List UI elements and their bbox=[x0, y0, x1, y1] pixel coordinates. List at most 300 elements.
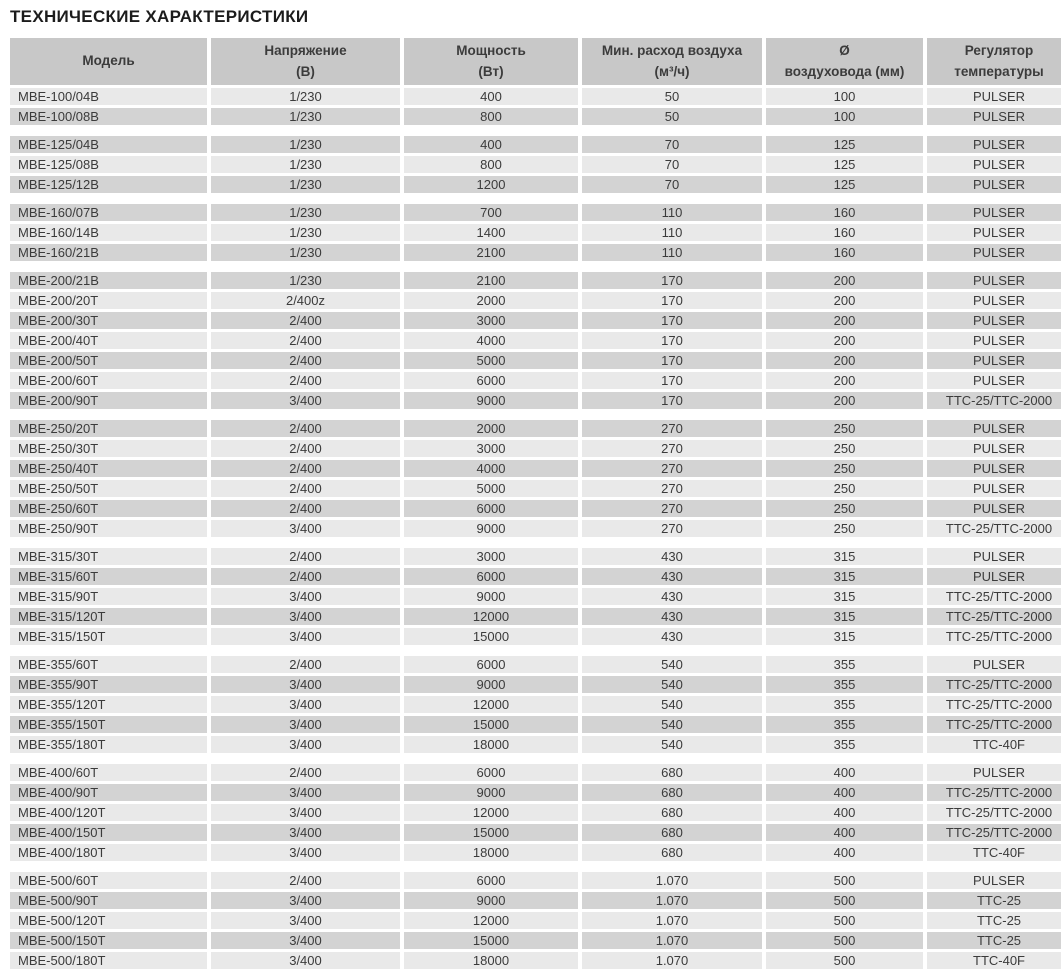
value-cell: 1.070 bbox=[582, 952, 762, 969]
value-cell: 2000 bbox=[404, 292, 578, 309]
value-cell: PULSER bbox=[927, 500, 1061, 517]
value-cell: TTC-40F bbox=[927, 736, 1061, 753]
value-cell: 355 bbox=[766, 696, 923, 713]
column-header-line1: Ø bbox=[839, 42, 850, 58]
model-cell: MBE-200/90T bbox=[10, 392, 207, 409]
column-header-line1: Регулятор bbox=[964, 42, 1034, 58]
value-cell: 680 bbox=[582, 804, 762, 821]
column-header-line1: Мощность bbox=[456, 42, 526, 58]
group-gap-cell bbox=[10, 540, 1061, 545]
value-cell: 540 bbox=[582, 716, 762, 733]
value-cell: 800 bbox=[404, 108, 578, 125]
model-cell: MBE-315/90T bbox=[10, 588, 207, 605]
value-cell: 1/230 bbox=[211, 108, 400, 125]
table-row bbox=[10, 88, 1061, 105]
table-row bbox=[10, 912, 1061, 929]
value-cell: PULSER bbox=[927, 108, 1061, 125]
value-cell: 160 bbox=[766, 244, 923, 261]
value-cell: PULSER bbox=[927, 440, 1061, 457]
value-cell: 3/400 bbox=[211, 628, 400, 645]
value-cell: 15000 bbox=[404, 628, 578, 645]
value-cell: 200 bbox=[766, 272, 923, 289]
value-cell: 250 bbox=[766, 500, 923, 517]
table-row bbox=[10, 628, 1061, 645]
value-cell: 200 bbox=[766, 392, 923, 409]
table-header bbox=[10, 38, 1061, 85]
table-row bbox=[10, 520, 1061, 537]
table-row bbox=[10, 764, 1061, 781]
model-cell: MBE-160/21B bbox=[10, 244, 207, 261]
value-cell: PULSER bbox=[927, 312, 1061, 329]
value-cell: 3/400 bbox=[211, 696, 400, 713]
model-cell: MBE-200/21B bbox=[10, 272, 207, 289]
value-cell: 270 bbox=[582, 500, 762, 517]
value-cell: 430 bbox=[582, 608, 762, 625]
model-cell: MBE-355/60T bbox=[10, 656, 207, 673]
table-row bbox=[10, 784, 1061, 801]
column-header-line2: воздуховода (мм) bbox=[784, 63, 905, 79]
model-cell: MBE-200/30T bbox=[10, 312, 207, 329]
value-cell: 170 bbox=[582, 372, 762, 389]
value-cell: PULSER bbox=[927, 548, 1061, 565]
column-header-line1: Модель bbox=[82, 53, 135, 69]
model-cell: MBE-500/60T bbox=[10, 872, 207, 889]
model-cell: MBE-250/20T bbox=[10, 420, 207, 437]
value-cell: 2/400z bbox=[211, 292, 400, 309]
value-cell: 680 bbox=[582, 824, 762, 841]
value-cell: 2100 bbox=[404, 244, 578, 261]
value-cell: 18000 bbox=[404, 736, 578, 753]
model-cell: MBE-200/40T bbox=[10, 332, 207, 349]
value-cell: 2/400 bbox=[211, 420, 400, 437]
model-cell: MBE-125/08B bbox=[10, 156, 207, 173]
value-cell: PULSER bbox=[927, 204, 1061, 221]
value-cell: 4000 bbox=[404, 332, 578, 349]
value-cell: 110 bbox=[582, 224, 762, 241]
value-cell: 100 bbox=[766, 88, 923, 105]
value-cell: 70 bbox=[582, 136, 762, 153]
table-row bbox=[10, 460, 1061, 477]
value-cell: PULSER bbox=[927, 480, 1061, 497]
table-row bbox=[10, 224, 1061, 241]
value-cell: 250 bbox=[766, 460, 923, 477]
column-header-line2: (В) bbox=[296, 63, 315, 79]
model-cell: MBE-100/04B bbox=[10, 88, 207, 105]
value-cell: TTC-25/TTC-2000 bbox=[927, 588, 1061, 605]
table-row bbox=[10, 844, 1061, 861]
value-cell: 9000 bbox=[404, 784, 578, 801]
value-cell: PULSER bbox=[927, 872, 1061, 889]
table-row bbox=[10, 608, 1061, 625]
value-cell: 315 bbox=[766, 628, 923, 645]
value-cell: 250 bbox=[766, 480, 923, 497]
table-row bbox=[10, 716, 1061, 733]
value-cell: 430 bbox=[582, 568, 762, 585]
table-row bbox=[10, 824, 1061, 841]
table-row bbox=[10, 204, 1061, 221]
value-cell: 3/400 bbox=[211, 824, 400, 841]
value-cell: 3000 bbox=[404, 312, 578, 329]
value-cell: 110 bbox=[582, 244, 762, 261]
model-cell: MBE-160/14B bbox=[10, 224, 207, 241]
value-cell: 170 bbox=[582, 352, 762, 369]
model-cell: MBE-500/90T bbox=[10, 892, 207, 909]
table-row bbox=[10, 568, 1061, 585]
value-cell: 3/400 bbox=[211, 892, 400, 909]
value-cell: 1.070 bbox=[582, 932, 762, 949]
value-cell: 680 bbox=[582, 844, 762, 861]
value-cell: 160 bbox=[766, 224, 923, 241]
value-cell: 1.070 bbox=[582, 912, 762, 929]
value-cell: 18000 bbox=[404, 844, 578, 861]
value-cell: PULSER bbox=[927, 244, 1061, 261]
value-cell: PULSER bbox=[927, 272, 1061, 289]
value-cell: 18000 bbox=[404, 952, 578, 969]
value-cell: 3/400 bbox=[211, 392, 400, 409]
table-row bbox=[10, 548, 1061, 565]
value-cell: PULSER bbox=[927, 136, 1061, 153]
value-cell: 2/400 bbox=[211, 500, 400, 517]
value-cell: 430 bbox=[582, 628, 762, 645]
table-row bbox=[10, 420, 1061, 437]
value-cell: 315 bbox=[766, 588, 923, 605]
value-cell: TTC-25 bbox=[927, 932, 1061, 949]
table-row bbox=[10, 352, 1061, 369]
group-gap-cell bbox=[10, 128, 1061, 133]
value-cell: 12000 bbox=[404, 608, 578, 625]
value-cell: 3/400 bbox=[211, 736, 400, 753]
value-cell: 400 bbox=[766, 844, 923, 861]
value-cell: 2/400 bbox=[211, 440, 400, 457]
group-gap-cell bbox=[10, 412, 1061, 417]
value-cell: PULSER bbox=[927, 568, 1061, 585]
value-cell: 3/400 bbox=[211, 932, 400, 949]
value-cell: TTC-25/TTC-2000 bbox=[927, 628, 1061, 645]
value-cell: PULSER bbox=[927, 292, 1061, 309]
model-cell: MBE-250/90T bbox=[10, 520, 207, 537]
table-row bbox=[10, 500, 1061, 517]
value-cell: 680 bbox=[582, 784, 762, 801]
model-cell: MBE-400/90T bbox=[10, 784, 207, 801]
model-cell: MBE-400/60T bbox=[10, 764, 207, 781]
value-cell: 500 bbox=[766, 912, 923, 929]
model-cell: MBE-355/150T bbox=[10, 716, 207, 733]
column-header-line2: (м³/ч) bbox=[654, 63, 690, 79]
value-cell: 3/400 bbox=[211, 784, 400, 801]
model-cell: MBE-500/150T bbox=[10, 932, 207, 949]
table-row bbox=[10, 392, 1061, 409]
group-gap-cell bbox=[10, 648, 1061, 653]
table-row bbox=[10, 156, 1061, 173]
value-cell: 430 bbox=[582, 588, 762, 605]
value-cell: 500 bbox=[766, 892, 923, 909]
value-cell: 1400 bbox=[404, 224, 578, 241]
column-header-1 bbox=[211, 38, 400, 85]
value-cell: 170 bbox=[582, 332, 762, 349]
value-cell: PULSER bbox=[927, 88, 1061, 105]
value-cell: TTC-25/TTC-2000 bbox=[927, 520, 1061, 537]
value-cell: 5000 bbox=[404, 352, 578, 369]
value-cell: 400 bbox=[766, 764, 923, 781]
value-cell: PULSER bbox=[927, 156, 1061, 173]
value-cell: 50 bbox=[582, 108, 762, 125]
value-cell: 1/230 bbox=[211, 156, 400, 173]
value-cell: 270 bbox=[582, 460, 762, 477]
value-cell: 540 bbox=[582, 696, 762, 713]
column-header-line2: (Вт) bbox=[478, 63, 504, 79]
value-cell: 1/230 bbox=[211, 176, 400, 193]
model-cell: MBE-500/120T bbox=[10, 912, 207, 929]
model-cell: MBE-200/20T bbox=[10, 292, 207, 309]
value-cell: 200 bbox=[766, 312, 923, 329]
value-cell: 2/400 bbox=[211, 568, 400, 585]
value-cell: PULSER bbox=[927, 460, 1061, 477]
value-cell: PULSER bbox=[927, 656, 1061, 673]
value-cell: 400 bbox=[404, 88, 578, 105]
value-cell: 1/230 bbox=[211, 88, 400, 105]
column-header-4 bbox=[766, 38, 923, 85]
value-cell: TTC-40F bbox=[927, 952, 1061, 969]
value-cell: PULSER bbox=[927, 764, 1061, 781]
value-cell: 1/230 bbox=[211, 244, 400, 261]
table-row bbox=[10, 804, 1061, 821]
value-cell: 6000 bbox=[404, 872, 578, 889]
value-cell: 800 bbox=[404, 156, 578, 173]
value-cell: PULSER bbox=[927, 372, 1061, 389]
value-cell: 70 bbox=[582, 156, 762, 173]
value-cell: 315 bbox=[766, 548, 923, 565]
value-cell: PULSER bbox=[927, 420, 1061, 437]
value-cell: 3/400 bbox=[211, 804, 400, 821]
table-row bbox=[10, 480, 1061, 497]
value-cell: 100 bbox=[766, 108, 923, 125]
value-cell: 1/230 bbox=[211, 224, 400, 241]
value-cell: 160 bbox=[766, 204, 923, 221]
value-cell: 1/230 bbox=[211, 136, 400, 153]
model-cell: MBE-250/60T bbox=[10, 500, 207, 517]
value-cell: 355 bbox=[766, 656, 923, 673]
value-cell: 500 bbox=[766, 872, 923, 889]
value-cell: 125 bbox=[766, 136, 923, 153]
model-cell: MBE-100/08B bbox=[10, 108, 207, 125]
header-row bbox=[10, 38, 1061, 85]
value-cell: 12000 bbox=[404, 912, 578, 929]
model-cell: MBE-355/90T bbox=[10, 676, 207, 693]
model-cell: MBE-315/150T bbox=[10, 628, 207, 645]
value-cell: 540 bbox=[582, 736, 762, 753]
value-cell: 110 bbox=[582, 204, 762, 221]
model-cell: MBE-355/180T bbox=[10, 736, 207, 753]
value-cell: 2/400 bbox=[211, 656, 400, 673]
value-cell: 680 bbox=[582, 764, 762, 781]
value-cell: 5000 bbox=[404, 480, 578, 497]
value-cell: 3/400 bbox=[211, 952, 400, 969]
value-cell: 50 bbox=[582, 88, 762, 105]
value-cell: PULSER bbox=[927, 224, 1061, 241]
table-row bbox=[10, 108, 1061, 125]
value-cell: TTC-25/TTC-2000 bbox=[927, 696, 1061, 713]
table-row bbox=[10, 312, 1061, 329]
value-cell: 270 bbox=[582, 420, 762, 437]
group-gap bbox=[10, 128, 1061, 133]
value-cell: 2/400 bbox=[211, 764, 400, 781]
group-gap bbox=[10, 264, 1061, 269]
value-cell: 355 bbox=[766, 736, 923, 753]
model-cell: MBE-400/120T bbox=[10, 804, 207, 821]
value-cell: 500 bbox=[766, 932, 923, 949]
value-cell: 400 bbox=[766, 804, 923, 821]
group-gap-cell bbox=[10, 864, 1061, 869]
value-cell: 1.070 bbox=[582, 872, 762, 889]
group-gap bbox=[10, 196, 1061, 201]
value-cell: 2/400 bbox=[211, 872, 400, 889]
value-cell: 315 bbox=[766, 568, 923, 585]
model-cell: MBE-250/50T bbox=[10, 480, 207, 497]
value-cell: 6000 bbox=[404, 500, 578, 517]
column-header-3 bbox=[582, 38, 762, 85]
value-cell: 2000 bbox=[404, 420, 578, 437]
model-cell: MBE-200/50T bbox=[10, 352, 207, 369]
model-cell: MBE-315/30T bbox=[10, 548, 207, 565]
value-cell: 6000 bbox=[404, 372, 578, 389]
group-gap-cell bbox=[10, 196, 1061, 201]
value-cell: 3000 bbox=[404, 440, 578, 457]
value-cell: 2/400 bbox=[211, 460, 400, 477]
table-row bbox=[10, 932, 1061, 949]
value-cell: 315 bbox=[766, 608, 923, 625]
model-cell: MBE-200/60T bbox=[10, 372, 207, 389]
value-cell: TTC-25/TTC-2000 bbox=[927, 804, 1061, 821]
table-row bbox=[10, 244, 1061, 261]
value-cell: 2/400 bbox=[211, 352, 400, 369]
value-cell: TTC-25/TTC-2000 bbox=[927, 608, 1061, 625]
column-header-2 bbox=[404, 38, 578, 85]
value-cell: 540 bbox=[582, 656, 762, 673]
value-cell: 2100 bbox=[404, 272, 578, 289]
value-cell: 125 bbox=[766, 176, 923, 193]
value-cell: 400 bbox=[766, 824, 923, 841]
value-cell: 9000 bbox=[404, 676, 578, 693]
value-cell: 270 bbox=[582, 480, 762, 497]
value-cell: 6000 bbox=[404, 656, 578, 673]
group-gap bbox=[10, 756, 1061, 761]
value-cell: 170 bbox=[582, 312, 762, 329]
value-cell: 200 bbox=[766, 332, 923, 349]
column-header-line2: температуры bbox=[954, 63, 1044, 79]
table-row bbox=[10, 588, 1061, 605]
table-row bbox=[10, 372, 1061, 389]
value-cell: 430 bbox=[582, 548, 762, 565]
column-header-line1: Мин. расход воздуха bbox=[601, 42, 743, 58]
value-cell: TTC-25/TTC-2000 bbox=[927, 676, 1061, 693]
table-row bbox=[10, 892, 1061, 909]
value-cell: 2/400 bbox=[211, 548, 400, 565]
table-body bbox=[10, 88, 1061, 969]
page-title: ТЕХНИЧЕСКИЕ ХАРАКТЕРИСТИКИ bbox=[10, 7, 309, 26]
table-row bbox=[10, 736, 1061, 753]
value-cell: 500 bbox=[766, 952, 923, 969]
value-cell: 12000 bbox=[404, 696, 578, 713]
specs-table bbox=[6, 35, 1061, 972]
table-row bbox=[10, 676, 1061, 693]
value-cell: 12000 bbox=[404, 804, 578, 821]
value-cell: 200 bbox=[766, 292, 923, 309]
table-row bbox=[10, 656, 1061, 673]
value-cell: 3/400 bbox=[211, 844, 400, 861]
table-row bbox=[10, 440, 1061, 457]
value-cell: 1.070 bbox=[582, 892, 762, 909]
group-gap-cell bbox=[10, 756, 1061, 761]
value-cell: 200 bbox=[766, 372, 923, 389]
model-cell: MBE-125/12B bbox=[10, 176, 207, 193]
model-cell: MBE-160/07B bbox=[10, 204, 207, 221]
value-cell: TTC-25 bbox=[927, 892, 1061, 909]
model-cell: MBE-500/180T bbox=[10, 952, 207, 969]
value-cell: 125 bbox=[766, 156, 923, 173]
value-cell: 1200 bbox=[404, 176, 578, 193]
group-gap bbox=[10, 648, 1061, 653]
table-row bbox=[10, 696, 1061, 713]
value-cell: 250 bbox=[766, 440, 923, 457]
value-cell: 9000 bbox=[404, 892, 578, 909]
value-cell: 3/400 bbox=[211, 676, 400, 693]
value-cell: 3/400 bbox=[211, 608, 400, 625]
value-cell: 355 bbox=[766, 676, 923, 693]
group-gap bbox=[10, 412, 1061, 417]
value-cell: TTC-25/TTC-2000 bbox=[927, 784, 1061, 801]
value-cell: 6000 bbox=[404, 568, 578, 585]
table-row bbox=[10, 136, 1061, 153]
column-header-line1: Напряжение bbox=[264, 42, 347, 58]
group-gap bbox=[10, 864, 1061, 869]
value-cell: 4000 bbox=[404, 460, 578, 477]
table-row bbox=[10, 332, 1061, 349]
value-cell: 200 bbox=[766, 352, 923, 369]
table-row bbox=[10, 292, 1061, 309]
value-cell: 15000 bbox=[404, 824, 578, 841]
value-cell: 15000 bbox=[404, 932, 578, 949]
table-row bbox=[10, 872, 1061, 889]
value-cell: 3/400 bbox=[211, 716, 400, 733]
value-cell: 15000 bbox=[404, 716, 578, 733]
value-cell: 700 bbox=[404, 204, 578, 221]
model-cell: MBE-125/04B bbox=[10, 136, 207, 153]
value-cell: 3/400 bbox=[211, 912, 400, 929]
group-gap-cell bbox=[10, 264, 1061, 269]
value-cell: 2/400 bbox=[211, 312, 400, 329]
value-cell: 270 bbox=[582, 520, 762, 537]
group-gap bbox=[10, 540, 1061, 545]
value-cell: 1/230 bbox=[211, 272, 400, 289]
value-cell: TTC-25/TTC-2000 bbox=[927, 716, 1061, 733]
value-cell: 2/400 bbox=[211, 372, 400, 389]
model-cell: MBE-315/120T bbox=[10, 608, 207, 625]
model-cell: MBE-355/120T bbox=[10, 696, 207, 713]
value-cell: 400 bbox=[766, 784, 923, 801]
value-cell: 3/400 bbox=[211, 520, 400, 537]
value-cell: 540 bbox=[582, 676, 762, 693]
model-cell: MBE-400/180T bbox=[10, 844, 207, 861]
model-cell: MBE-315/60T bbox=[10, 568, 207, 585]
value-cell: 170 bbox=[582, 272, 762, 289]
value-cell: 400 bbox=[404, 136, 578, 153]
value-cell: 9000 bbox=[404, 392, 578, 409]
value-cell: 250 bbox=[766, 520, 923, 537]
value-cell: PULSER bbox=[927, 352, 1061, 369]
column-header-5 bbox=[927, 38, 1061, 85]
value-cell: 2/400 bbox=[211, 332, 400, 349]
value-cell: 9000 bbox=[404, 520, 578, 537]
